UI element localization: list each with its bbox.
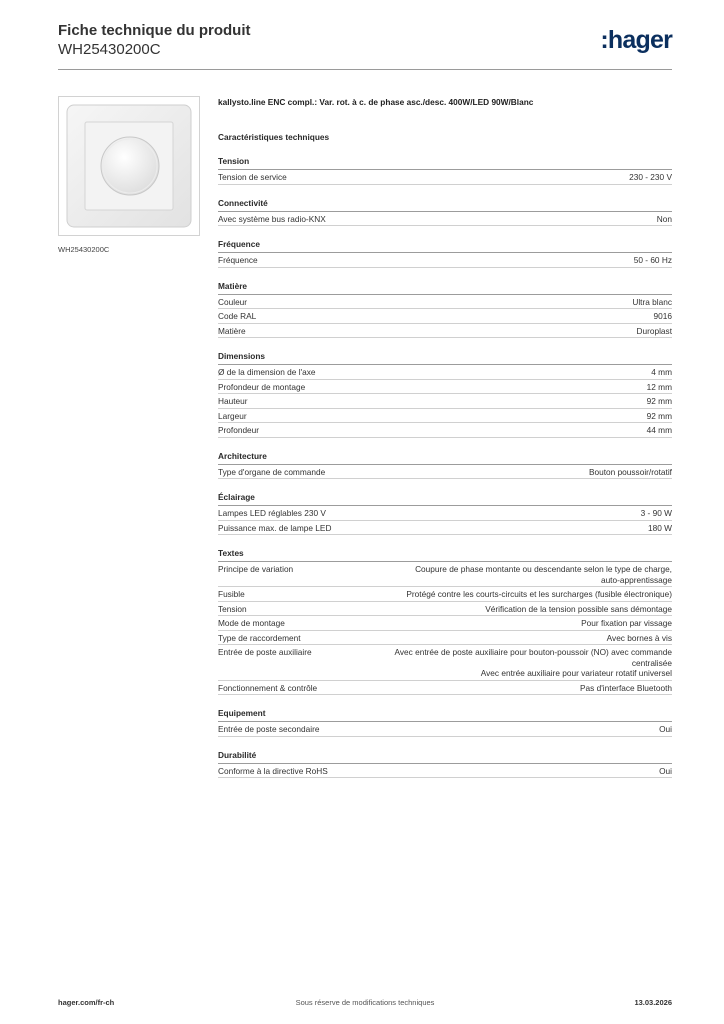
spec-label: Conforme à la directive RoHS [218, 765, 328, 776]
spec-value [607, 633, 672, 644]
hager-logo: :hager [600, 26, 672, 54]
spec-label: Matière [218, 325, 246, 336]
spec-value [580, 683, 672, 694]
spec-row [218, 722, 672, 737]
spec-label: Mode de montage [218, 618, 285, 628]
spec-value [485, 604, 672, 615]
spec-row [218, 394, 672, 409]
spec-value [395, 647, 672, 679]
spec-row [218, 521, 672, 536]
spec-value-line: 4 mm [651, 367, 672, 377]
footer-website: hager.com/fr-ch [58, 998, 115, 1007]
spec-row [218, 212, 672, 227]
spec-row [218, 465, 672, 480]
spec-label: Type d'organe de commande [218, 466, 326, 477]
spec-label: Largeur [218, 410, 247, 421]
spec-label: Puissance max. de lampe LED [218, 522, 332, 533]
spec-value [629, 172, 672, 183]
spec-value [589, 467, 672, 478]
spec-value [406, 589, 672, 600]
spec-value-line: Vérification de la tension possible sans démontage [485, 603, 672, 614]
spec-value-line: Pour fixation par vissage [581, 618, 672, 628]
spec-row [218, 324, 672, 339]
product-image [58, 96, 200, 236]
product-description: kallysto.line ENC compl.: Var. rot. à c. de phase asc./desc. 400W/LED 90W/Blanc [218, 97, 534, 107]
image-caption: WH25430200C [58, 245, 110, 254]
spec-value-line: Duroplast [636, 325, 672, 336]
page-header [58, 22, 672, 70]
spec-value [659, 724, 672, 735]
spec-section [218, 548, 672, 695]
spec-label: Hauteur [218, 396, 248, 406]
spec-value [654, 311, 672, 322]
spec-section [218, 156, 672, 185]
spec-section [218, 239, 672, 268]
spec-value [647, 396, 672, 407]
spec-value-line: Pas d'interface Bluetooth [580, 682, 672, 693]
spec-value-line: 230 - 230 V [629, 172, 672, 182]
spec-value-line: Protégé contre les courts-circuits et les surcharges (fusible électronique) [406, 589, 672, 599]
section-title: Equipement [218, 708, 672, 722]
spec-row [218, 295, 672, 310]
spec-label: Fréquence [218, 255, 258, 265]
spec-value-line: centralisée [631, 657, 672, 668]
spec-value-line: Coupure de phase montante ou descendante selon le type de charge, [415, 564, 672, 574]
spec-value-line: 50 - 60 Hz [633, 255, 672, 265]
spec-value-line: 9016 [653, 311, 672, 321]
spec-row [218, 631, 672, 646]
spec-label: Tension [218, 603, 247, 614]
spec-section [218, 451, 672, 480]
characteristics-heading: Caractéristiques techniques [218, 132, 330, 142]
spec-label: Fonctionnement & contrôle [218, 682, 318, 693]
footer-disclaimer: Sous réserve de modifications techniques [295, 998, 435, 1007]
spec-row [218, 681, 672, 696]
spec-label: Principe de variation [218, 564, 294, 574]
spec-value-line: 44 mm [646, 425, 672, 435]
spec-label: Fusible [218, 589, 245, 599]
spec-section [218, 198, 672, 227]
spec-row [218, 365, 672, 380]
spec-value-line: 3 - 90 W [640, 508, 672, 518]
spec-label: Profondeur [218, 425, 260, 435]
section-title: Fréquence [218, 239, 672, 253]
spec-row [218, 562, 672, 587]
spec-row [218, 253, 672, 268]
spec-value-line: Oui [659, 765, 672, 776]
spec-label: Type de raccordement [218, 632, 301, 643]
spec-row [218, 764, 672, 779]
spec-value-line: 92 mm [646, 396, 672, 406]
spec-value-line: 92 mm [646, 410, 672, 421]
spec-value-line: Ultra blanc [632, 296, 672, 307]
spec-value-line: Oui [659, 724, 672, 734]
spec-value-line: 12 mm [646, 381, 672, 392]
spec-value [647, 382, 672, 393]
spec-row [218, 380, 672, 395]
spec-label: Ø de la dimension de l'axe [218, 367, 316, 377]
spec-value [657, 214, 672, 225]
dimmer-illustration [59, 97, 199, 235]
section-title: Tension [218, 156, 672, 170]
spec-value [651, 367, 672, 378]
spec-value-line: 180 W [648, 522, 672, 533]
spec-label: Profondeur de montage [218, 381, 306, 392]
spec-value [634, 255, 672, 266]
spec-row [218, 602, 672, 617]
section-title: Connectivité [218, 198, 672, 212]
section-title: Dimensions [218, 351, 672, 365]
spec-row [218, 309, 672, 324]
spec-sections [218, 156, 672, 778]
spec-value-line: Non [656, 213, 672, 224]
spec-section [218, 281, 672, 339]
spec-value [636, 326, 672, 337]
header-divider [58, 69, 672, 70]
section-title: Matière [218, 281, 672, 295]
spec-value [659, 766, 672, 777]
spec-value-line: Bouton poussoir/rotatif [588, 466, 672, 477]
spec-section [218, 492, 672, 535]
spec-row [218, 645, 672, 681]
spec-value-line: Avec entrée auxiliaire pour variateur rotatif universel [480, 668, 672, 678]
spec-row [218, 506, 672, 521]
section-title: Textes [218, 548, 672, 562]
spec-label: Lampes LED réglables 230 V [218, 508, 326, 518]
section-title: Éclairage [218, 492, 672, 506]
spec-section [218, 750, 672, 779]
spec-section [218, 708, 672, 737]
spec-label: Code RAL [218, 311, 257, 321]
section-title: Architecture [218, 451, 672, 465]
spec-value [632, 297, 672, 308]
section-title: Durabilité [218, 750, 672, 764]
spec-value [581, 618, 672, 629]
spec-row [218, 409, 672, 424]
spec-label: Avec système bus radio-KNX [218, 213, 326, 224]
spec-value [641, 508, 672, 519]
spec-value [647, 411, 672, 422]
spec-row [218, 587, 672, 602]
spec-value [647, 425, 672, 436]
spec-label: Entrée de poste secondaire [218, 724, 320, 734]
spec-label: Tension de service [218, 172, 287, 182]
spec-section [218, 351, 672, 438]
footer-date: 13.03.2026 [634, 998, 672, 1007]
spec-label: Couleur [218, 296, 248, 307]
spec-row [218, 170, 672, 185]
spec-row [218, 616, 672, 631]
spec-value-line: Avec bornes à vis [606, 632, 672, 643]
spec-row [218, 423, 672, 438]
spec-content [218, 96, 672, 778]
document-title: Fiche technique du produit [58, 22, 251, 39]
spec-value-line: auto-apprentissage [600, 574, 672, 585]
spec-value [415, 564, 672, 585]
spec-value [648, 523, 672, 534]
spec-value-line: Avec entrée de poste auxiliaire pour bouton-poussoir (NO) avec commande [394, 647, 672, 657]
spec-label: Entrée de poste auxiliaire [218, 647, 312, 657]
product-reference: WH25430200C [58, 41, 161, 58]
